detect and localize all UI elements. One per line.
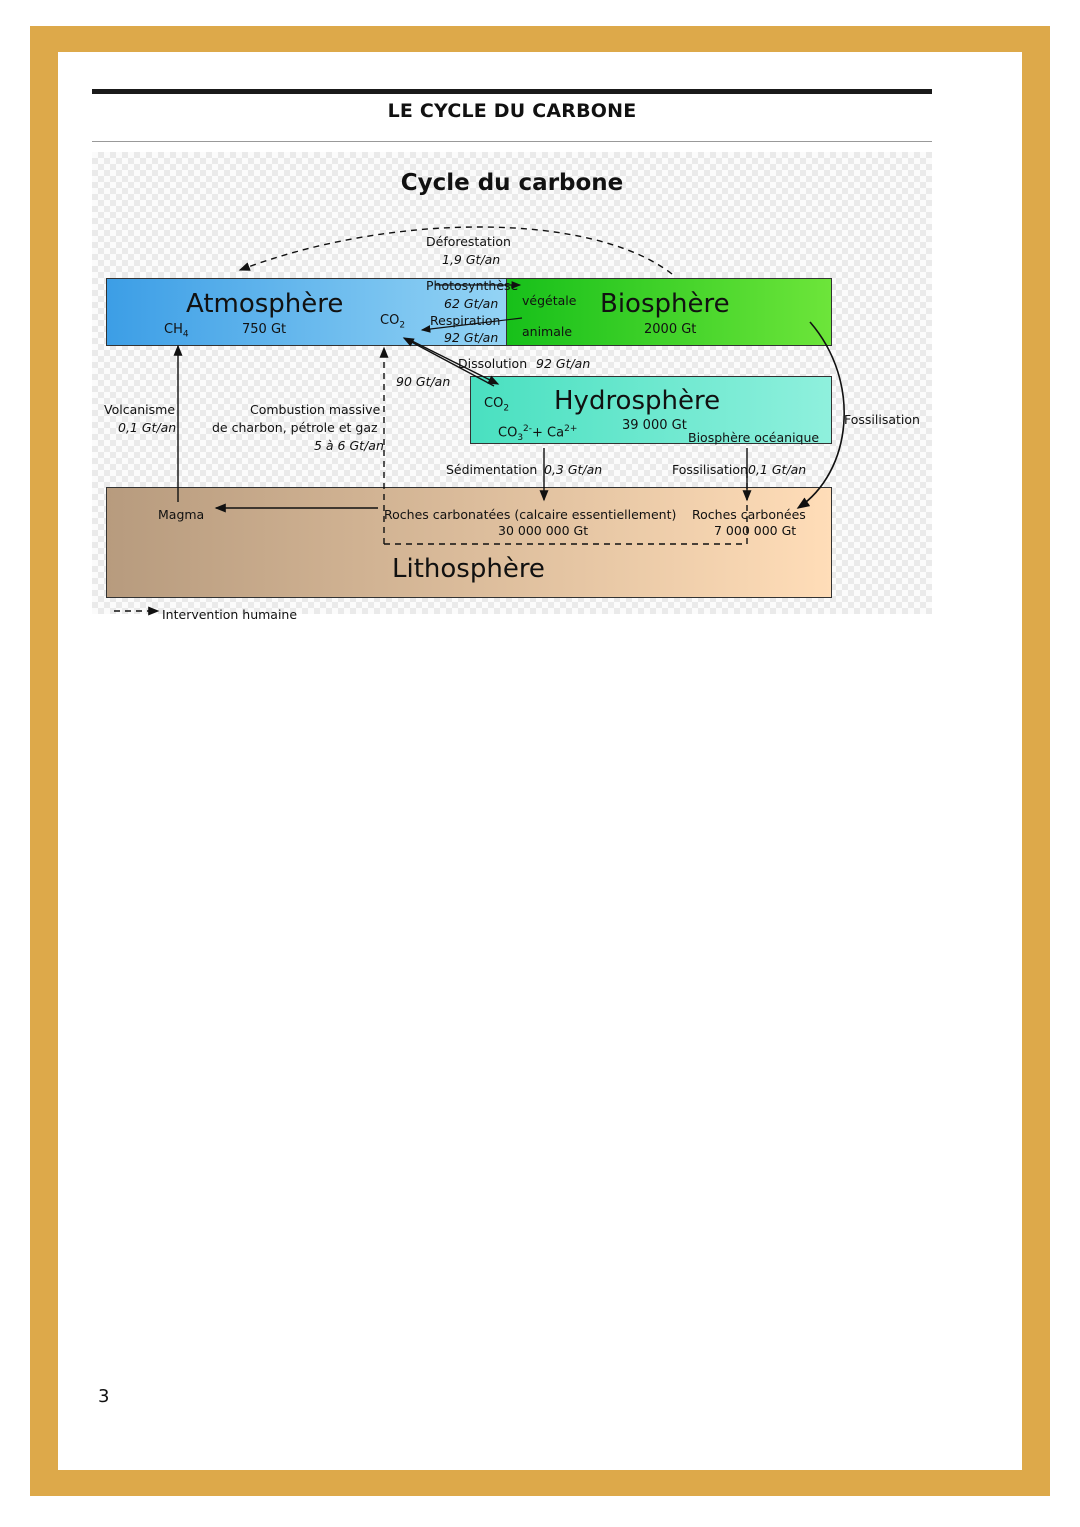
label-methane: $CH_4$	[164, 322, 189, 340]
flux-photosynthesis-value: 62 Gt/an	[444, 296, 499, 311]
label-ocean-biosphere: Biosphère océanique	[688, 430, 820, 445]
label-hydrosphere: Hydrosphère	[554, 386, 721, 416]
label-carbonate-rocks-stock: 30 000 000 Gt	[498, 523, 589, 538]
title-bottom-rule	[92, 141, 932, 142]
flux-deforestation-label: Déforestation	[426, 234, 511, 249]
label-lithosphere: Lithosphère	[392, 554, 545, 584]
label-vegetale: végétale	[522, 293, 577, 308]
page-title: LE CYCLE DU CARBONE	[387, 100, 637, 122]
figure-title: Cycle du carbone	[400, 170, 624, 196]
flux-volcanism-label: Volcanisme	[104, 402, 176, 417]
flux-fossilisation-right-label: Fossilisation	[844, 412, 920, 427]
flux-fossilisation-value: 0,1 Gt/an	[748, 462, 807, 477]
label-animale: animale	[522, 324, 573, 339]
label-hydrosphere-co2: $CO_2$	[484, 396, 510, 414]
label-atmosphere-stock: 750 Gt	[242, 322, 287, 337]
flux-sedimentation-value: 0,3 Gt/an	[544, 462, 603, 477]
label-hydrosphere-stock: 39 000 Gt	[622, 418, 687, 433]
label-carbon-rocks-stock: 7 000 000 Gt	[714, 523, 797, 538]
label-atmosphere-co2: $CO_2$	[380, 313, 406, 331]
flow-arrows	[92, 152, 932, 614]
title-top-rule	[92, 89, 932, 94]
label-carbonate-rocks: Roches carbonatées (calcaire essentiellement)	[384, 507, 677, 522]
label-magma: Magma	[158, 507, 205, 522]
flux-combustion-line2: de charbon, pétrole et gaz	[212, 420, 378, 435]
flux-dissolution-value: 92 Gt/an	[536, 356, 591, 371]
page-number: 3	[98, 1386, 110, 1407]
flux-deforestation-value: 1,9 Gt/an	[442, 252, 501, 267]
flux-respiration-label: Respiration	[430, 313, 501, 328]
label-carbon-rocks: Roches carbonées	[692, 507, 806, 522]
label-atmosphere: Atmosphère	[186, 289, 344, 319]
label-biosphere: Biosphère	[600, 289, 730, 319]
flux-dissolution-label: Dissolution	[458, 356, 528, 371]
legend-human-intervention-label: Intervention humaine	[162, 607, 298, 622]
flux-sedimentation-label: Sédimentation	[446, 462, 538, 477]
flux-fossilisation-label: Fossilisation	[672, 462, 748, 477]
flux-volcanism-value: 0,1 Gt/an	[118, 420, 177, 435]
flux-respiration-value: 92 Gt/an	[444, 330, 499, 345]
flux-photosynthesis-label: Photosynthèse	[426, 278, 519, 293]
carbon-cycle-figure	[92, 152, 932, 622]
flux-combustion-line1: Combustion massive	[250, 402, 381, 417]
label-biosphere-stock: 2000 Gt	[644, 322, 697, 337]
flux-degassing-value: 90 Gt/an	[396, 374, 451, 389]
label-carbonate-ions: $CO_3^{2-}+ Ca^{2+}$	[498, 424, 578, 443]
flux-combustion-value: 5 à 6 Gt/an	[314, 438, 384, 453]
